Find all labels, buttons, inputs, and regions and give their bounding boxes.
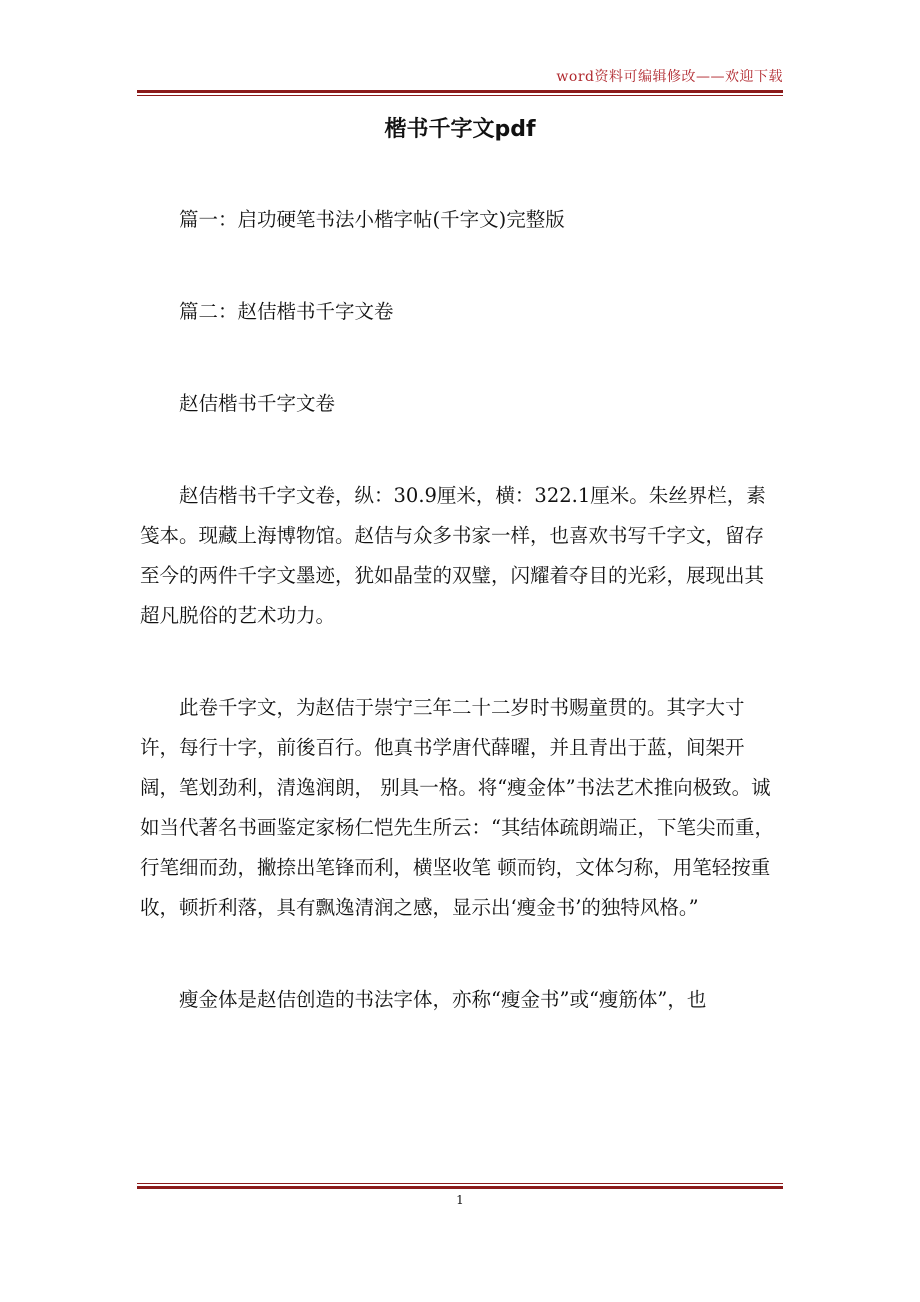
footer-rule-thin xyxy=(137,1183,783,1184)
document-body xyxy=(140,200,782,1020)
header-note: word资料可编辑修改——欢迎下载 xyxy=(556,69,783,85)
footer-rule-thick xyxy=(137,1186,783,1189)
paragraph-subtitle: 赵佶楷书千字文卷 xyxy=(179,392,336,415)
paragraph-shoujin: 瘦金体是赵佶创造的书法字体，亦称“瘦金书”或“瘦筋体”，也 xyxy=(179,988,707,1011)
header-rule-thin xyxy=(137,95,783,96)
paragraph-description: 此卷千字文，为赵佶于崇宁三年二十二岁时书赐童贯的。其字大寸许，每行十字，前後百行。他真书学唐代薛曜，并且青出于蓝，间架开阔，笔划劲利，清逸润朗， 别具一格。将“瘦金体”书法艺术推向极致。诚如当代著名书画鉴定家杨仁恺先生所云：“其结体疏朗端正，下笔尖而重，行笔细而劲，撇捺出笔锋而利，横坚收笔 顿而钧，文体匀称，用笔轻按重收，顿折利落，具有飘逸清润之感，显示出‘瘦金书’的独特风格。” xyxy=(140,696,774,919)
page-number: 1 xyxy=(456,1193,464,1207)
document-title: 楷书千字文pdf xyxy=(384,117,536,142)
paragraph-intro: 赵佶楷书千字文卷，纵：30.9厘米，横：322.1厘米。朱丝界栏，素笺本。现藏上海博物馆。赵佶与众多书家一样，也喜欢书写千字文，留存至今的两件千字文墨迹，犹如晶莹的双璧，闪耀着夺目的光彩，展现出其超凡脱俗的艺术功力。 xyxy=(140,484,766,627)
header-rule-thick xyxy=(137,90,783,93)
paragraph-section-two: 篇二：赵佶楷书千字文卷 xyxy=(179,300,394,323)
paragraph-section-one: 篇一：启功硬笔书法小楷字帖(千字文)完整版 xyxy=(179,208,565,231)
